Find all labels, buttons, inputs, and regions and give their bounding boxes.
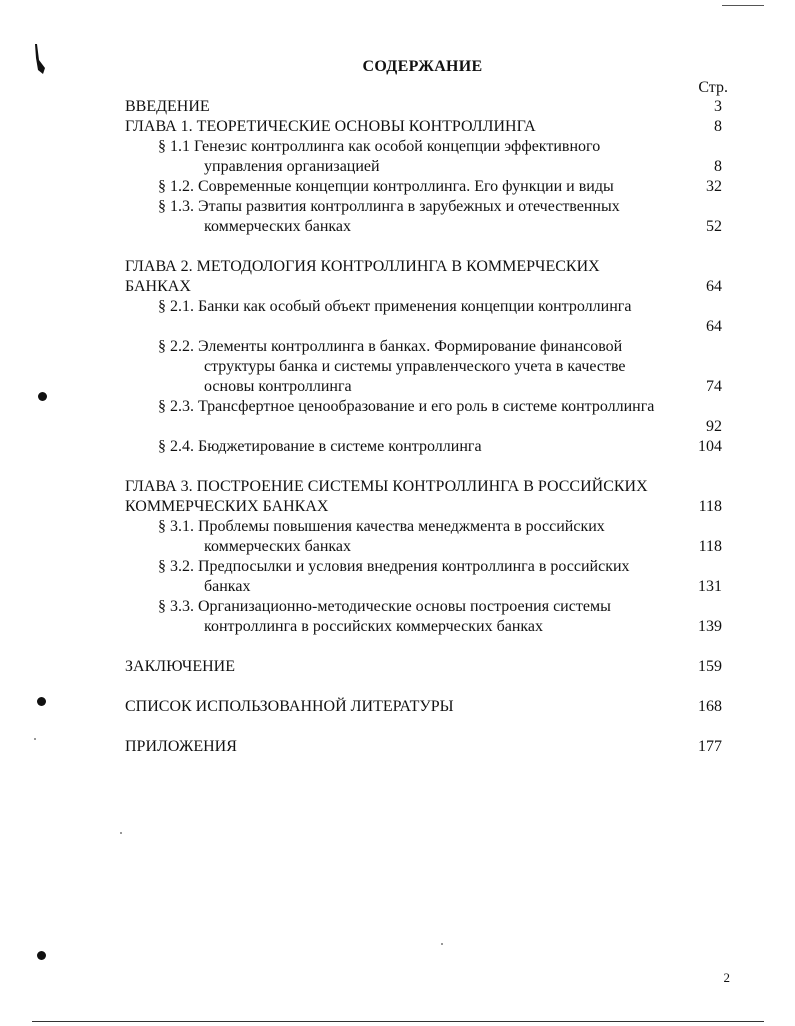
toc-section-entry xyxy=(158,437,678,457)
toc-chapter-entry xyxy=(125,477,653,517)
toc-section-entry xyxy=(158,177,678,197)
toc-page-number: 64 xyxy=(706,318,722,335)
toc-entry-text: § 2.4. Бюджетирование в системе контроллинга xyxy=(158,438,482,455)
toc-section-entry xyxy=(158,397,678,417)
toc-page-number: 159 xyxy=(698,658,722,675)
toc-section-entry xyxy=(158,597,678,637)
page-number: 2 xyxy=(723,970,730,985)
toc-entry-text: § 3.1. Проблемы повышения качества менеджмента в российских коммерческих банках xyxy=(158,518,605,555)
toc-section-entry xyxy=(158,517,678,557)
toc-entry-text: § 2.3. Трансфертное ценообразование и его роль в системе контроллинга xyxy=(158,398,655,415)
scan-speck xyxy=(441,943,443,945)
punch-hole-dot xyxy=(37,951,46,960)
toc-page-number: 74 xyxy=(706,378,722,395)
toc-entry-text: ПРИЛОЖЕНИЯ xyxy=(125,738,237,755)
toc-page-number: 8 xyxy=(714,118,722,135)
toc-chapter-entry xyxy=(125,697,653,717)
toc-page-number: 177 xyxy=(698,738,722,755)
scan-edge-line-top xyxy=(722,5,764,6)
toc-page-number: 139 xyxy=(698,618,722,635)
toc-page-number: 8 xyxy=(714,158,722,175)
toc-page-number: 64 xyxy=(706,278,722,295)
toc-page-number: 32 xyxy=(706,178,722,195)
toc-page-number: 118 xyxy=(698,498,722,515)
toc-chapter-entry xyxy=(125,257,653,297)
toc-entry-text: § 1.2. Современные концепции контроллинга. Его функции и виды xyxy=(158,178,614,195)
toc-chapter-entry xyxy=(125,97,653,117)
toc-page-number: 168 xyxy=(698,698,722,715)
scan-speck xyxy=(34,738,36,740)
toc-entry-text: ГЛАВА 1. ТЕОРЕТИЧЕСКИЕ ОСНОВЫ КОНТРОЛЛИНГА xyxy=(125,118,536,135)
toc-title: СОДЕРЖАНИЕ xyxy=(362,58,483,75)
toc-page-number: 52 xyxy=(706,218,722,235)
toc-entry-text: § 2.2. Элементы контроллинга в банках. Формирование финансовой структуры банка и системы управленческого учета в качестве основы контроллинга xyxy=(158,338,626,395)
punch-hole-dot xyxy=(38,392,47,401)
toc-entry-text: § 1.1 Генезис контроллинга как особой концепции эффективного управления организацией xyxy=(158,138,601,175)
toc-entry-text: § 2.1. Банки как особый объект применения концепции контроллинга xyxy=(158,298,632,315)
page-column-label: Стр. xyxy=(698,79,728,96)
toc-page-number: 3 xyxy=(714,98,722,115)
toc-page-number: 104 xyxy=(698,438,722,455)
toc-entry-text: ЗАКЛЮЧЕНИЕ xyxy=(125,658,235,675)
punch-hole-dot xyxy=(37,697,46,706)
toc-chapter-entry xyxy=(125,737,653,757)
toc-page-number: 131 xyxy=(698,578,722,595)
scan-edge-line-bottom xyxy=(32,1021,764,1022)
toc-entry-text: § 3.2. Предпосылки и условия внедрения контроллинга в российских банках xyxy=(158,558,630,595)
toc-section-entry xyxy=(158,297,678,317)
toc-page-number: 92 xyxy=(706,418,722,435)
toc-page-number: 118 xyxy=(698,538,722,555)
toc-section-entry xyxy=(158,197,678,237)
toc-entry-text: ВВЕДЕНИЕ xyxy=(125,98,210,115)
scan-speck xyxy=(120,832,122,834)
toc-entry-text: § 1.3. Этапы развития контроллинга в зарубежных и отечественных коммерческих банках xyxy=(158,198,620,235)
toc-section-entry xyxy=(158,557,678,597)
toc-section-entry xyxy=(158,337,678,397)
toc-chapter-entry xyxy=(125,117,653,137)
toc-entry-text: ГЛАВА 2. МЕТОДОЛОГИЯ КОНТРОЛЛИНГА В КОММЕРЧЕСКИХ БАНКАХ xyxy=(125,258,600,295)
toc-entry-text: СПИСОК ИСПОЛЬЗОВАННОЙ ЛИТЕРАТУРЫ xyxy=(125,698,454,715)
toc-section-entry xyxy=(158,137,678,177)
toc-entry-text: ГЛАВА 3. ПОСТРОЕНИЕ СИСТЕМЫ КОНТРОЛЛИНГА В РОССИЙСКИХ КОММЕРЧЕСКИХ БАНКАХ xyxy=(125,478,648,515)
toc-entry-text: § 3.3. Организационно-методические основы построения системы контроллинга в российских коммерческих банках xyxy=(158,598,611,635)
toc-chapter-entry xyxy=(125,657,653,677)
